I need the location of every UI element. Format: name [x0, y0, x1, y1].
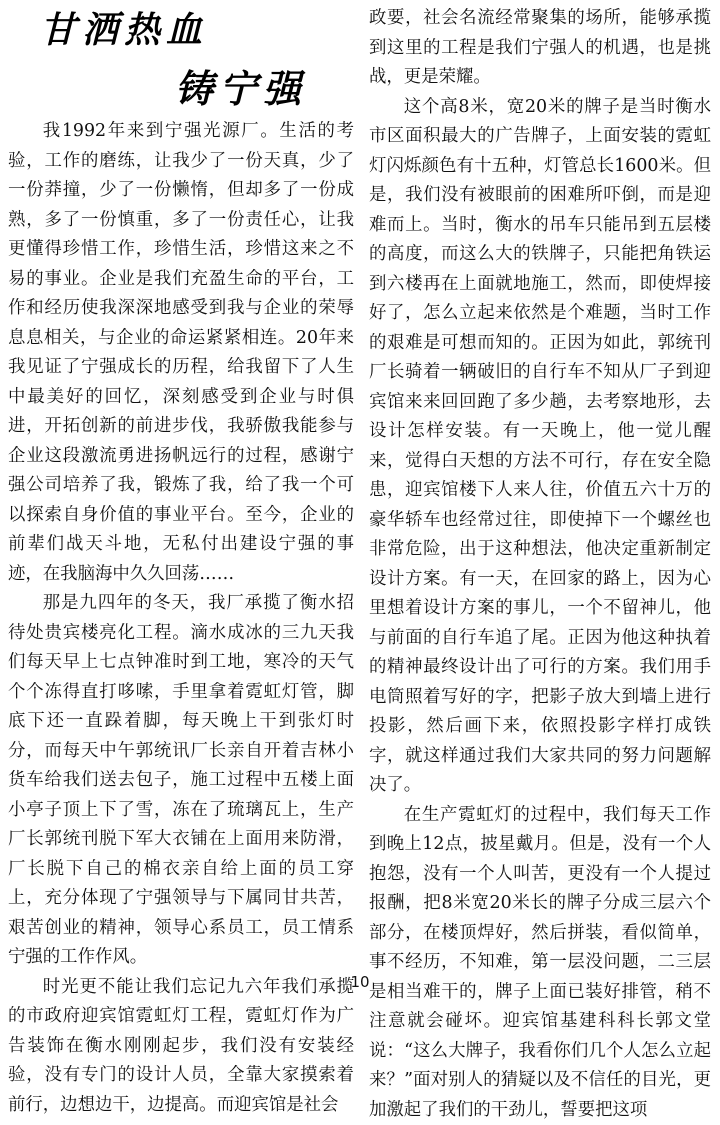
paragraph: 我1992年来到宁强光源厂。生活的考验，工作的磨练，让我少了一份天真，少了一份莽撞，少了一份懒惰，但却多了一份成熟，多了一份慎重，多了一份责任心，让我更懂得珍惜工作，珍惜生活，珍惜这来之不易的事业。企业是我们充盈生命的平台，工作和经历使我深深地感受到我与企业的荣辱息息相关，与企业的命运紧紧相连。20年来我见证了宁强成长的历程，给我留下了人生中最美好的回忆，深刻感受到企业与时俱进，开拓创新的前进步伐，我骄傲我能参与企业这段激流勇进扬帆远行的过程，感谢宁强公司培养了我，锻炼了我，给了我一个可以探索自身价值的事业平台。至今，企业的前辈们战天斗地，无私付出建设宁强的事迹，在我脑海中久久回荡…… — [8, 117, 354, 589]
left-column — [8, 117, 354, 1120]
paragraph: 这个高8米，宽20米的牌子是当时衡水市区面积最大的广告牌子，上面安装的霓虹灯闪烁颜色有十五种，灯管总长1600米。但是，我们没有被眼前的困难所吓倒，而是迎难而上。当时，衡水的吊车只能吊到五层楼的高度，而这么大的铁牌子，只能把角铁运到六楼再在上面就地施工，然而，即使焊接好了，怎么立起来依然是个难题，当时工作的艰难是可想而知的。正因为如此，郭统刊厂长骑着一辆破旧的自行车不知从厂子到迎宾馆来来回回跑了多少趟，去考察地形，去设计怎样安装。有一天晚上，他一觉儿醒来，觉得白天想的方法不可行，存在安全隐患，迎宾馆楼下人来人往，价值五六十万的豪华轿车也经常过往，即使掉下一个螺丝也非常危险，出于这种想法，他决定重新制定设计方案。有一天，在回家的路上，因为心里想着设计方案的事儿，一个不留神儿，他与前面的自行车追了尾。正因为他这种执着的精神最终设计出了可行的方案。我们用手电筒照着写好的字，把影子放大到墙上进行投影，然后画下来，依照投影字样打成铁字，就这样通过我们大家共同的努力问题解决了。 — [369, 93, 711, 801]
paragraph: 政要，社会名流经常聚集的场所，能够承揽到这里的工程是我们宁强人的机遇，也是挑战，更是荣耀。 — [369, 4, 711, 93]
paragraph: 那是九四年的冬天，我厂承揽了衡水招待处贵宾楼亮化工程。滴水成冰的三九天我们每天早上七点钟准时到工地，寒冷的天气个个冻得直打哆嗦，手里拿着霓虹灯管，脚底下还一直跺着脚，每天晚上干到张灯时分，而每天中午郭统讯厂长亲自开着吉林小货车给我们送去包子，施工过程中五楼上面小亭子顶上下了雪，冻在了琉璃瓦上，生产厂长郭统刊脱下军大衣铺在上面用来防滑，厂长脱下自己的棉衣亲自给上面的员工穿上，充分体现了宁强领导与下属同甘共苦，艰苦创业的精神，领导心系员工，员工情系宁强的工作作风。 — [8, 589, 354, 973]
right-column — [369, 4, 711, 1125]
title-line-2: 铸宁强 — [175, 58, 307, 113]
title-line-1: 甘洒热血 — [40, 2, 208, 53]
paragraph: 在生产霓虹灯的过程中，我们每天工作到晚上12点，披星戴月。但是，没有一个人抱怨，没有一个人叫苦，更没有一个人提过报酬，把8米宽20米长的牌子分成三层六个部分，在楼顶焊好，然后拼装，看似简单，事不经历，不知难，第一层没问题，二三层是相当难干的，牌子上面已装好排管，稍不注意就会碰坏。迎宾馆基建科科长郭文堂说：“这么大牌子，我看你们几个人怎么立起来？”面对别人的猜疑以及不信任的目光，更加激起了我们的干劲儿，誓要把这项 — [369, 801, 711, 1125]
page-number: 10 — [0, 973, 720, 991]
paragraph: 时光更不能让我们忘记九六年我们承揽的市政府迎宾馆霓虹灯工程，霓虹灯作为广告装饰在衡水刚刚起步，我们没有安装经验，没有专门的设计人员，全靠大家摸索着前行，边想边干，边提高。而迎宾馆是社会 — [8, 973, 354, 1121]
